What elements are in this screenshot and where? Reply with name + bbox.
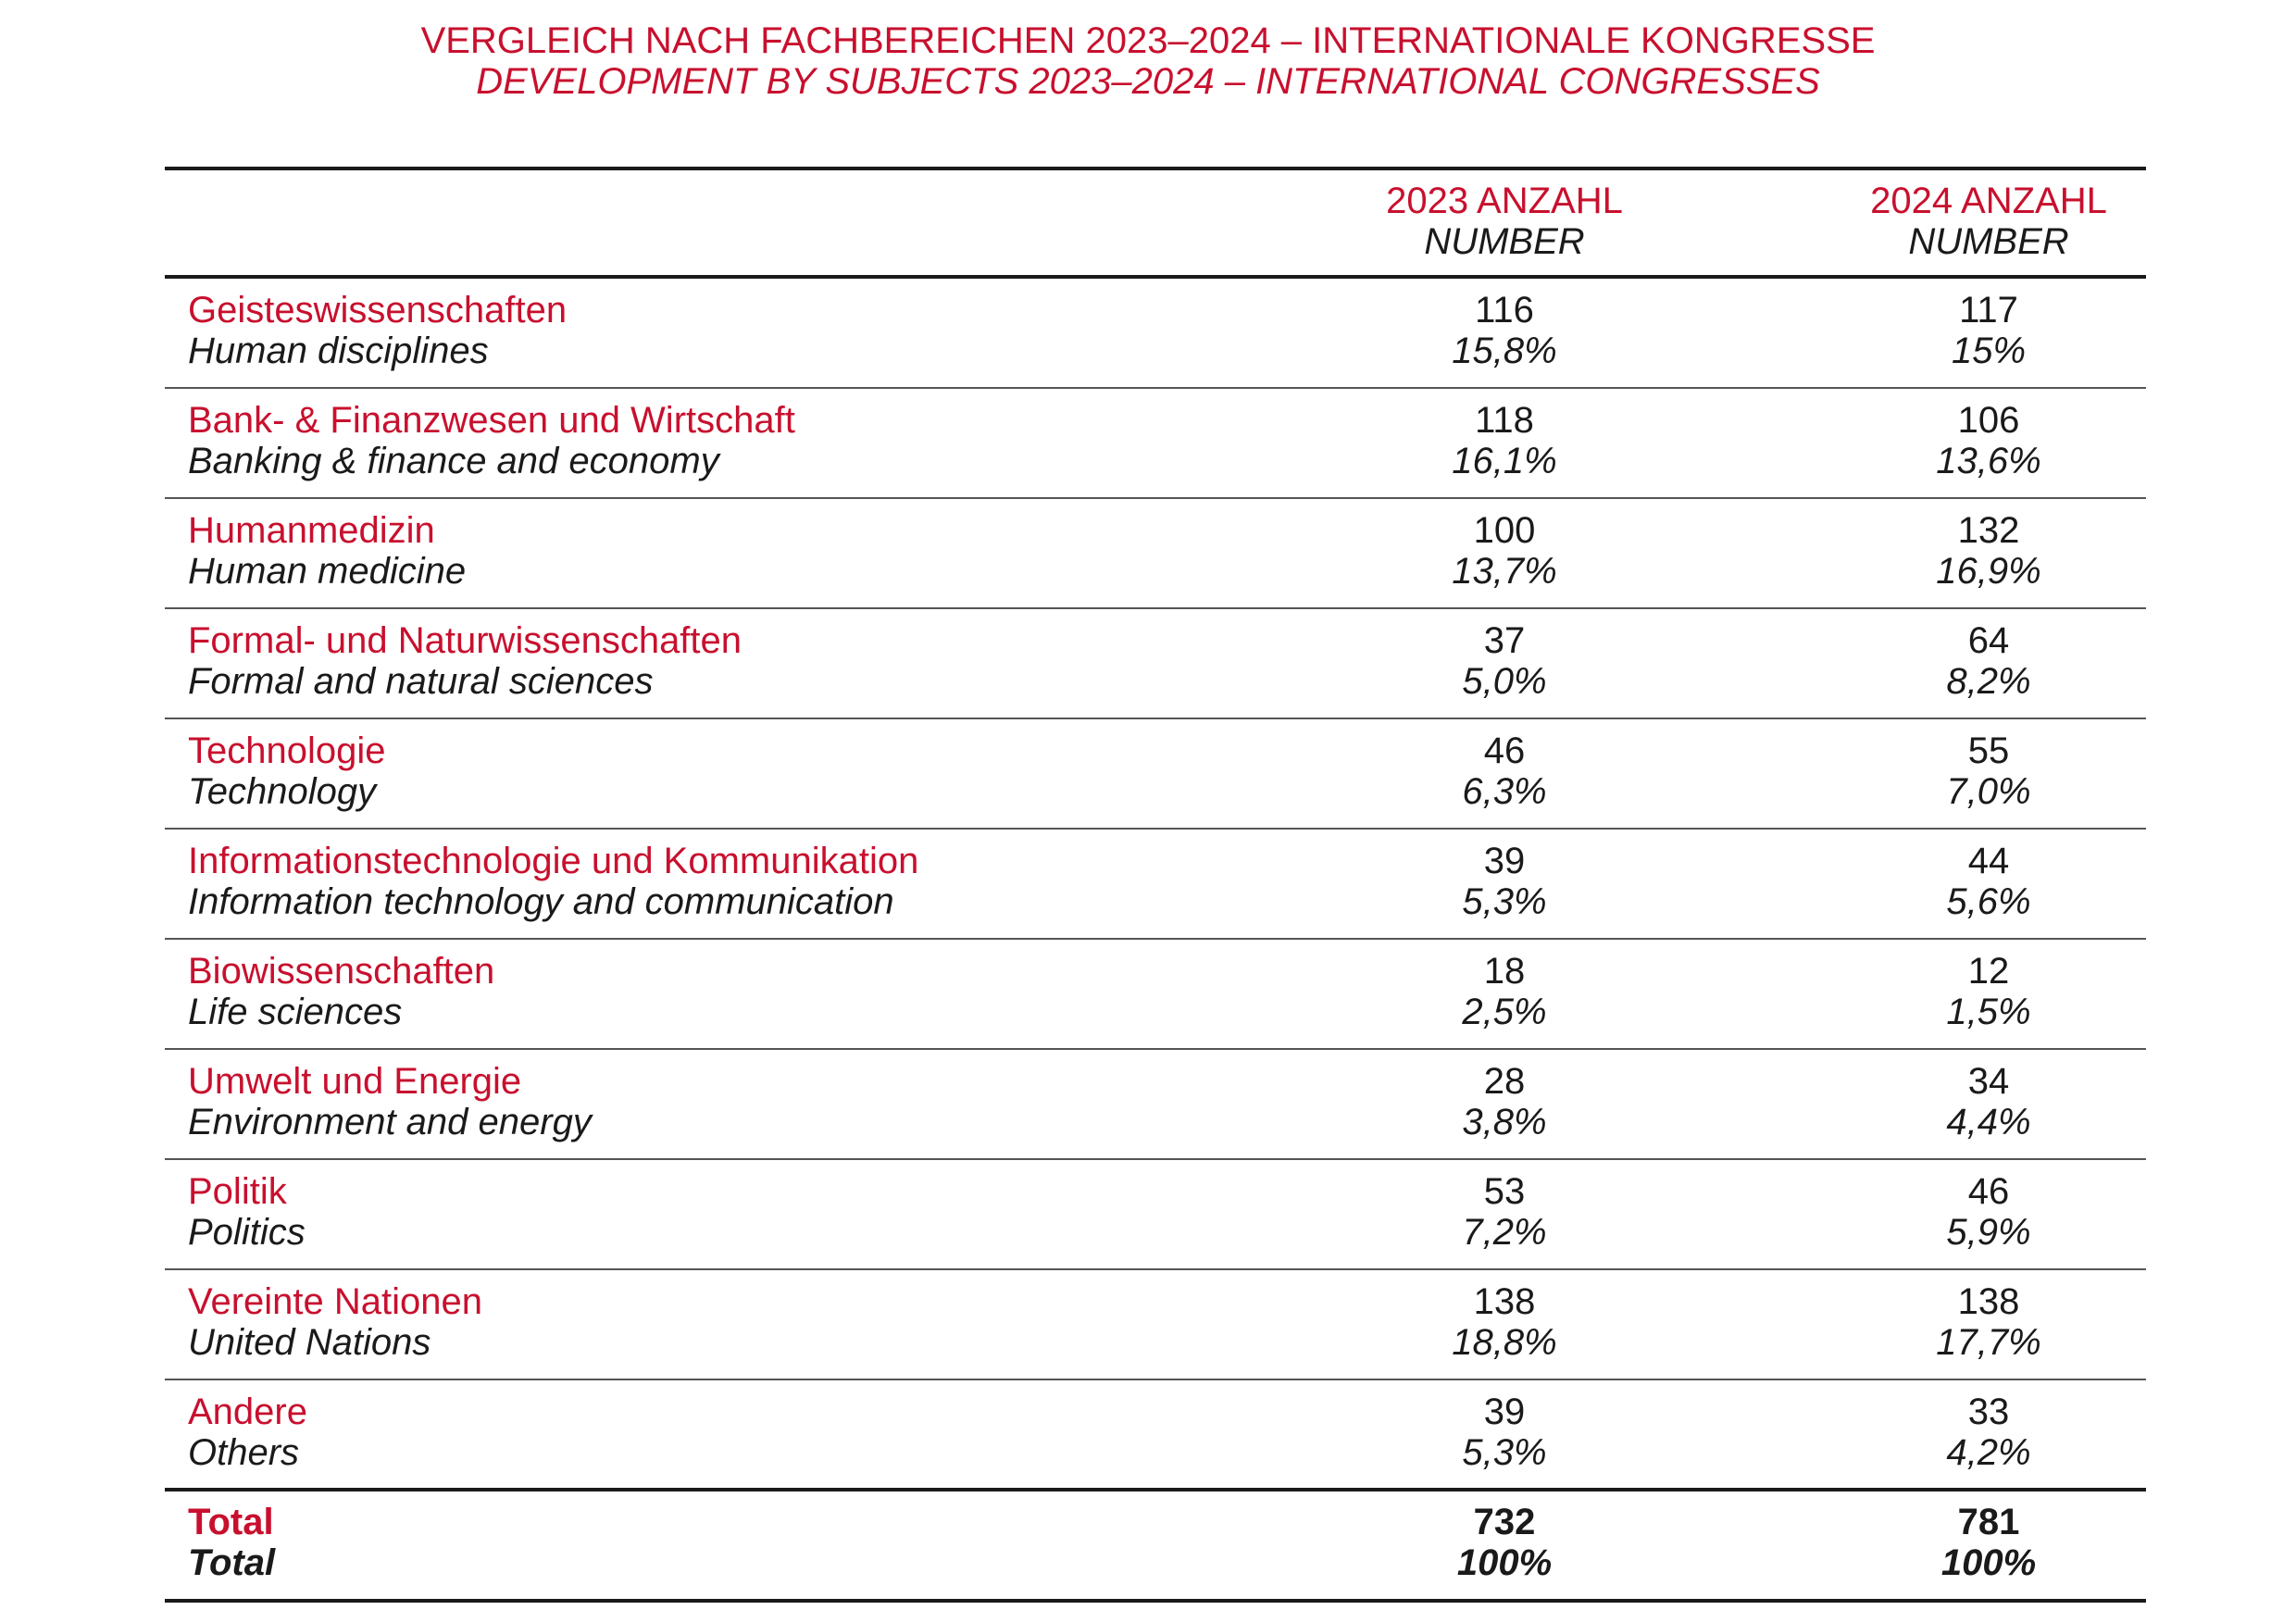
column-header-2023 bbox=[1319, 181, 1690, 262]
value-2024 bbox=[1803, 620, 2174, 702]
value-2024-primary: 106 bbox=[1957, 400, 2020, 441]
value-2024-primary: 138 bbox=[1957, 1281, 2020, 1322]
total-label bbox=[188, 1502, 275, 1583]
row-label-secondary: Human disciplines bbox=[188, 331, 489, 371]
value-2023-primary: 39 bbox=[1483, 1392, 1526, 1432]
value-2023-primary: 138 bbox=[1473, 1281, 1536, 1322]
row-divider bbox=[165, 497, 2146, 499]
value-2024 bbox=[1803, 1392, 2174, 1473]
row-label bbox=[188, 1281, 482, 1363]
value-2024 bbox=[1803, 290, 2174, 371]
value-2023-secondary: 3,8% bbox=[1462, 1102, 1547, 1142]
value-2023-secondary: 6,3% bbox=[1462, 771, 1547, 812]
column-header-2024-de: 2024 ANZAHL bbox=[1870, 181, 2107, 221]
table-title bbox=[0, 20, 2296, 102]
table-bottom-rule bbox=[165, 1599, 2146, 1603]
row-label-secondary: Technology bbox=[188, 771, 377, 812]
total-2023-primary: 732 bbox=[1473, 1502, 1536, 1542]
value-2024-primary: 44 bbox=[1967, 841, 2010, 881]
value-2023-primary: 46 bbox=[1483, 730, 1526, 771]
value-2023-primary: 116 bbox=[1475, 290, 1534, 331]
row-label-primary: Technologie bbox=[188, 730, 386, 771]
row-label-secondary: Environment and energy bbox=[188, 1102, 592, 1142]
value-2024-primary: 117 bbox=[1959, 290, 2018, 331]
row-divider bbox=[165, 828, 2146, 830]
value-2023-secondary: 15,8% bbox=[1452, 331, 1557, 371]
value-2024 bbox=[1803, 841, 2174, 922]
row-label-secondary: Formal and natural sciences bbox=[188, 661, 654, 702]
total-top-rule bbox=[165, 1488, 2146, 1491]
value-2024-secondary: 5,6% bbox=[1946, 881, 2031, 922]
value-2023 bbox=[1319, 951, 1690, 1032]
value-2023-primary: 53 bbox=[1483, 1171, 1526, 1212]
column-header-2024 bbox=[1803, 181, 2174, 262]
value-2024-secondary: 15% bbox=[1951, 331, 2027, 371]
value-2024 bbox=[1803, 510, 2174, 592]
value-2023-secondary: 16,1% bbox=[1452, 441, 1557, 481]
column-header-2023-de: 2023 ANZAHL bbox=[1386, 181, 1623, 221]
row-divider bbox=[165, 718, 2146, 719]
row-label bbox=[188, 1171, 306, 1253]
row-label bbox=[188, 730, 386, 812]
value-2023-secondary: 5,3% bbox=[1462, 1432, 1547, 1473]
value-2023 bbox=[1319, 1392, 1690, 1473]
value-2023 bbox=[1319, 730, 1690, 812]
value-2024 bbox=[1803, 730, 2174, 812]
row-label bbox=[188, 1061, 592, 1142]
value-2024 bbox=[1803, 1281, 2174, 1363]
value-2023 bbox=[1319, 400, 1690, 481]
row-label bbox=[188, 620, 742, 702]
value-2023-secondary: 18,8% bbox=[1452, 1322, 1557, 1363]
row-label-secondary: Human medicine bbox=[188, 551, 467, 592]
value-2023-secondary: 2,5% bbox=[1462, 992, 1547, 1032]
row-label-secondary: Others bbox=[188, 1432, 300, 1473]
value-2024-primary: 64 bbox=[1967, 620, 2010, 661]
column-header-2024-en: NUMBER bbox=[1908, 221, 2069, 262]
value-2024-secondary: 1,5% bbox=[1946, 992, 2031, 1032]
row-label bbox=[188, 400, 795, 481]
value-2024-primary: 55 bbox=[1967, 730, 2010, 771]
value-2023-secondary: 13,7% bbox=[1452, 551, 1557, 592]
row-label-primary: Biowissenschaften bbox=[188, 951, 495, 992]
row-label-primary: Vereinte Nationen bbox=[188, 1281, 483, 1322]
row-label bbox=[188, 951, 494, 1032]
row-divider bbox=[165, 1048, 2146, 1050]
value-2024-secondary: 4,4% bbox=[1946, 1102, 2031, 1142]
row-label-primary: Informationstechnologie und Kommunikation bbox=[188, 841, 919, 881]
row-label bbox=[188, 290, 567, 371]
value-2023-primary: 118 bbox=[1475, 400, 1534, 441]
value-2024-primary: 46 bbox=[1967, 1171, 2010, 1212]
row-divider bbox=[165, 1379, 2146, 1380]
value-2023 bbox=[1319, 620, 1690, 702]
row-divider bbox=[165, 607, 2146, 609]
row-label bbox=[188, 841, 918, 922]
value-2024-secondary: 13,6% bbox=[1936, 441, 2041, 481]
row-divider bbox=[165, 1268, 2146, 1270]
row-label-primary: Bank- & Finanzwesen und Wirtschaft bbox=[188, 400, 795, 441]
value-2023-secondary: 5,3% bbox=[1462, 881, 1547, 922]
title-german: VERGLEICH NACH FACHBEREICHEN 2023–2024 – INTERNATIONALE KONGRESSE bbox=[420, 20, 1876, 61]
row-label-primary: Formal- und Naturwissenschaften bbox=[188, 620, 742, 661]
value-2023 bbox=[1319, 1061, 1690, 1142]
row-label-secondary: Life sciences bbox=[188, 992, 403, 1032]
row-label-primary: Politik bbox=[188, 1171, 287, 1212]
value-2023 bbox=[1319, 510, 1690, 592]
value-2023-primary: 28 bbox=[1483, 1061, 1526, 1102]
total-label-primary: Total bbox=[188, 1502, 274, 1542]
row-divider bbox=[165, 387, 2146, 389]
row-label-primary: Umwelt und Energie bbox=[188, 1061, 522, 1102]
row-label-primary: Andere bbox=[188, 1392, 307, 1432]
row-label-primary: Geisteswissenschaften bbox=[188, 290, 568, 331]
row-divider bbox=[165, 938, 2146, 940]
value-2023-primary: 37 bbox=[1483, 620, 1526, 661]
value-2024-primary: 12 bbox=[1967, 951, 2010, 992]
row-label-secondary: United Nations bbox=[188, 1322, 431, 1363]
value-2024 bbox=[1803, 1061, 2174, 1142]
value-2023 bbox=[1319, 841, 1690, 922]
value-2023-primary: 100 bbox=[1473, 510, 1536, 551]
value-2024-primary: 132 bbox=[1957, 510, 2020, 551]
table-top-rule bbox=[165, 167, 2146, 170]
value-2023-primary: 18 bbox=[1483, 951, 1526, 992]
total-2024 bbox=[1803, 1502, 2174, 1583]
row-label bbox=[188, 1392, 307, 1473]
row-label bbox=[188, 510, 466, 592]
row-label-secondary: Information technology and communication bbox=[188, 881, 894, 922]
row-divider bbox=[165, 1158, 2146, 1160]
value-2023 bbox=[1319, 1281, 1690, 1363]
total-2023 bbox=[1319, 1502, 1690, 1583]
row-label-secondary: Banking & finance and economy bbox=[188, 441, 719, 481]
title-english: DEVELOPMENT BY SUBJECTS 2023–2024 – INTERNATIONAL CONGRESSES bbox=[476, 61, 1820, 102]
value-2024 bbox=[1803, 400, 2174, 481]
value-2023 bbox=[1319, 1171, 1690, 1253]
value-2024-secondary: 17,7% bbox=[1936, 1322, 2041, 1363]
total-2024-secondary: 100% bbox=[1940, 1542, 2037, 1583]
total-2024-primary: 781 bbox=[1957, 1502, 2020, 1542]
value-2024-secondary: 7,0% bbox=[1946, 771, 2031, 812]
value-2024 bbox=[1803, 951, 2174, 1032]
header-bottom-rule bbox=[165, 275, 2146, 279]
value-2023 bbox=[1319, 290, 1690, 371]
total-2023-secondary: 100% bbox=[1456, 1542, 1553, 1583]
value-2023-secondary: 5,0% bbox=[1462, 661, 1547, 702]
value-2023-secondary: 7,2% bbox=[1462, 1212, 1547, 1253]
column-header-2023-en: NUMBER bbox=[1424, 221, 1585, 262]
value-2024-secondary: 4,2% bbox=[1946, 1432, 2031, 1473]
value-2023-primary: 39 bbox=[1483, 841, 1526, 881]
value-2024-primary: 34 bbox=[1967, 1061, 2010, 1102]
value-2024-secondary: 5,9% bbox=[1946, 1212, 2031, 1253]
value-2024-secondary: 8,2% bbox=[1946, 661, 2031, 702]
value-2024-primary: 33 bbox=[1967, 1392, 2010, 1432]
row-label-secondary: Politics bbox=[188, 1212, 306, 1253]
row-label-primary: Humanmedizin bbox=[188, 510, 435, 551]
value-2024-secondary: 16,9% bbox=[1936, 551, 2041, 592]
value-2024 bbox=[1803, 1171, 2174, 1253]
total-label-secondary: Total bbox=[188, 1542, 276, 1583]
